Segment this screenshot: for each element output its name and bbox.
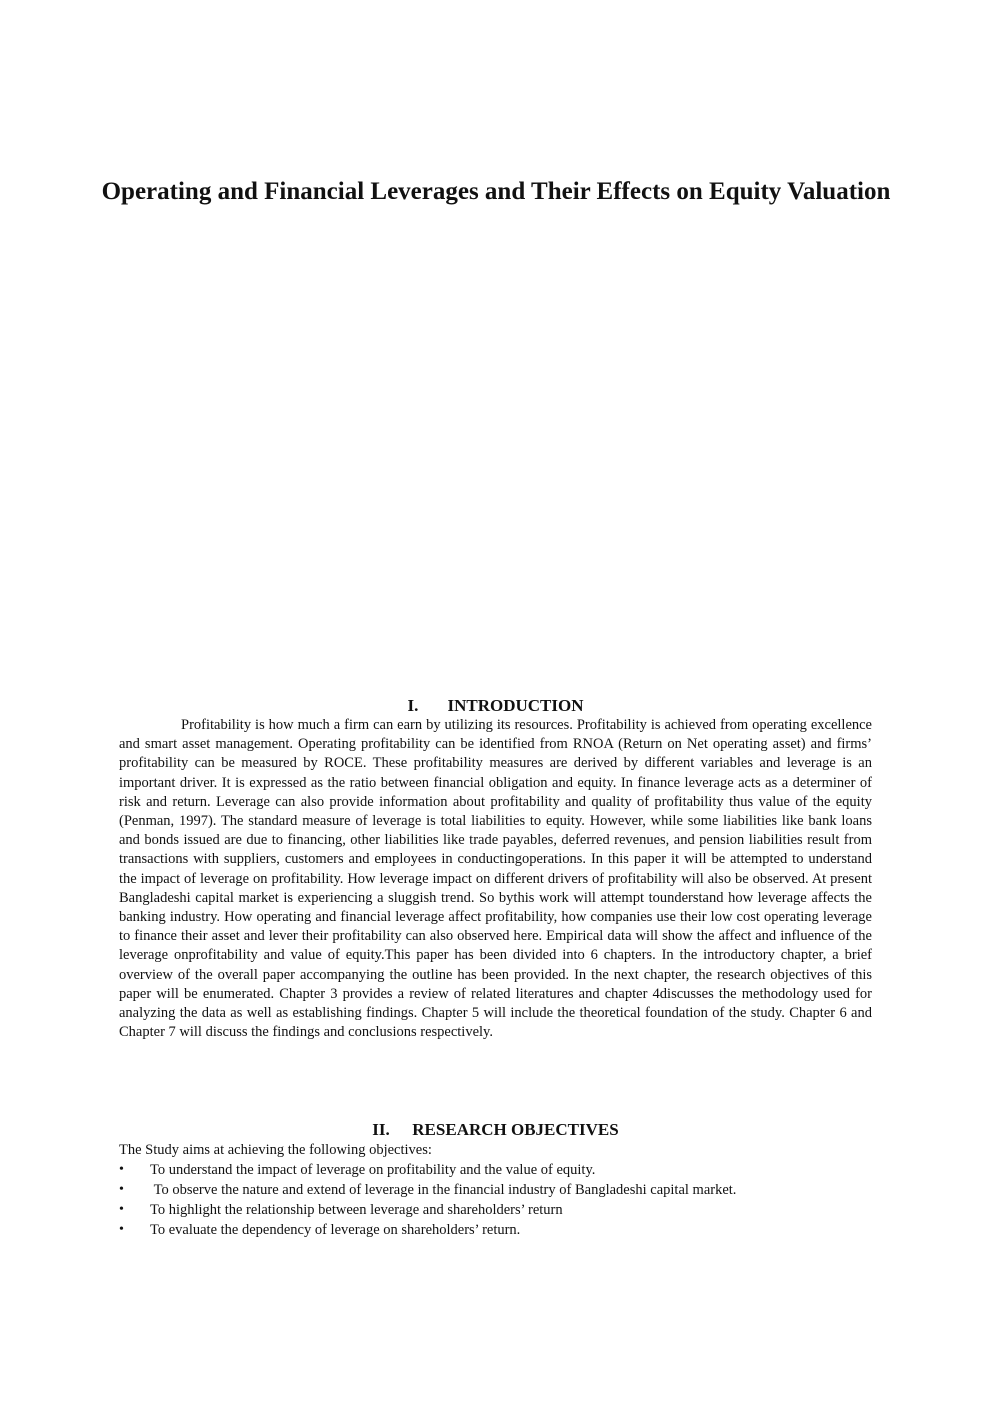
list-item <box>119 1220 872 1240</box>
bullet-icon: • <box>119 1222 124 1237</box>
list-item-text: To evaluate the dependency of leverage on shareholders’ return. <box>150 1222 521 1238</box>
objectives-heading <box>119 1120 872 1140</box>
introduction-paragraph: Profitability is how much a firm can earn by utilizing its resources. Profitability is achieved from operating excellence and smart asset management. Operating profitability can be identified from RNOA (Return on Net operating asset) and firms’ profitability can be measured by ROCE. These profitability measures are derived by different variables and leverage is an important driver. It is expressed as the ratio between financial obligation and equity. In finance leverage acts as a determiner of risk and return. Leverage can also provide information about profitability and quality of profitability thus value of the equity (Penman, 1997). The standard measure of leverage is total liabilities to equity. However, while some liabilities like bank loans and bonds issued are due to financing, other liabilities like trade payables, deferred revenues, and pension liabilities result from transactions with suppliers, customers and employees in conductingoperations. In this paper it will be attempted to understand the impact of leverage on profitability. How leverage impact on different drivers of profitability will also be observed. At present Bangladeshi capital market is experiencing a sluggish trend. So bythis work will attempt tounderstand how leverage affects the banking industry. How operating and financial leverage affect profitability, how companies use their low cost operating leverage to finance their asset and lever their profitability can also observed here. Empirical data will show the affect and influence of the leverage onprofitability and value of equity.This paper has been divided into 6 chapters. In the introductory chapter, a brief overview of the overall paper accompanying the outline has been provided. In the next chapter, the research objectives of this paper will be enumerated. Chapter 3 provides a review of related literatures and chapter 4discusses the methodology used for analyzing the data as well as establishing findings. Chapter 5 will include the theoretical foundation of the study. Chapter 6 and Chapter 7 will discuss the findings and conclusions respectively. <box>119 717 872 1041</box>
list-item <box>119 1160 872 1180</box>
objectives-number: II. <box>372 1120 390 1139</box>
introduction-heading-text: INTRODUCTION <box>447 696 584 715</box>
list-item <box>119 1180 872 1200</box>
research-objectives-section <box>119 1120 872 1240</box>
introduction-section <box>119 696 872 1042</box>
bullet-icon: • <box>119 1182 124 1197</box>
list-item-text: To highlight the relationship between leverage and shareholders’ return <box>150 1202 563 1218</box>
list-item-text: To observe the nature and extend of leverage in the financial industry of Bangladeshi capital market. <box>150 1182 737 1198</box>
paper-title: Operating and Financial Leverages and Their Effects on Equity Valuation <box>101 178 891 205</box>
objectives-heading-text: RESEARCH OBJECTIVES <box>412 1120 619 1139</box>
introduction-heading <box>119 696 872 716</box>
bullet-icon: • <box>119 1162 124 1177</box>
list-item <box>119 1200 872 1220</box>
introduction-number: I. <box>407 696 419 715</box>
bullet-icon: • <box>119 1202 124 1217</box>
list-item-text: To understand the impact of leverage on profitability and the value of equity. <box>150 1162 596 1178</box>
objectives-list <box>119 1160 872 1240</box>
objectives-lead: The Study aims at achieving the following objectives: <box>119 1142 432 1158</box>
